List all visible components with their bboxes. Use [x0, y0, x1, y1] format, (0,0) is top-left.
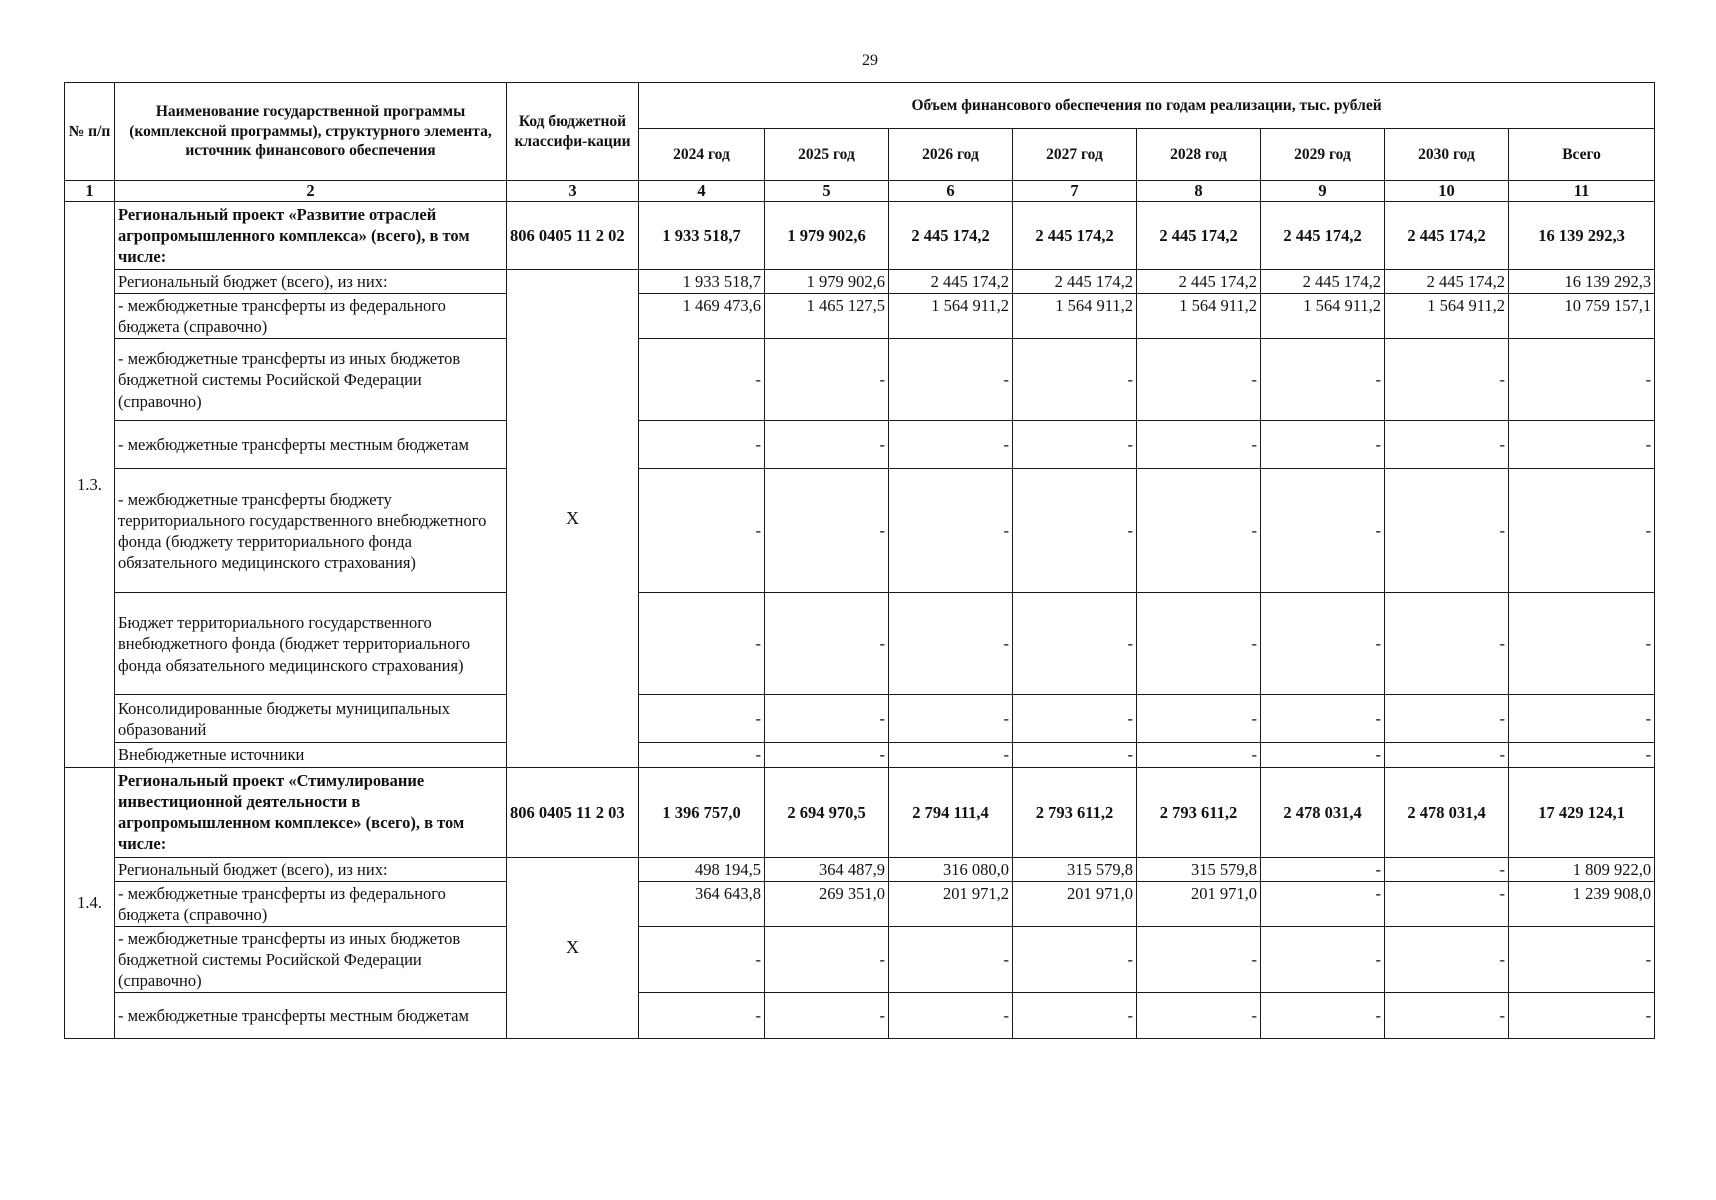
value-cell: - [639, 695, 765, 743]
value-cell: - [1137, 743, 1261, 767]
value-cell: - [639, 743, 765, 767]
value-cell: - [1137, 593, 1261, 695]
value-cell: - [1137, 993, 1261, 1039]
value-cell: - [1137, 469, 1261, 593]
value-cell: 2 445 174,2 [1013, 270, 1137, 294]
value-cell: - [1261, 857, 1385, 881]
value-cell: - [765, 421, 889, 469]
table-row [65, 270, 1655, 294]
value-cell: - [1013, 469, 1137, 593]
total-cell: - [1509, 593, 1655, 695]
row-label: Бюджет территориального государственного внебюджетного фонда (бюджет территориального фонда обязательного медицинского страхования) [115, 593, 507, 695]
row-label: - межбюджетные трансферты бюджету территориального государственного внебюджетного фонда (бюджету территориального фонда обязательного медицинского страхования) [115, 469, 507, 593]
project-number: 1.3. [65, 202, 115, 767]
value-cell: - [1385, 695, 1509, 743]
column-number: 5 [765, 181, 889, 202]
header-year: 2028 год [1137, 129, 1261, 181]
header-year: 2025 год [765, 129, 889, 181]
column-number: 3 [507, 181, 639, 202]
value-cell: - [889, 339, 1013, 421]
header-name: Наименование государственной программы (комплексной программы), структурного элемента, источник финансового обеспечения [115, 83, 507, 181]
value-cell: 2 445 174,2 [1261, 202, 1385, 270]
value-cell: 2 445 174,2 [1385, 202, 1509, 270]
value-cell: - [1385, 743, 1509, 767]
table-row [65, 695, 1655, 743]
value-cell: - [1013, 421, 1137, 469]
total-cell: 16 139 292,3 [1509, 270, 1655, 294]
total-cell: 1 809 922,0 [1509, 857, 1655, 881]
value-cell: - [765, 926, 889, 992]
table-row [65, 881, 1655, 926]
value-cell: 2 445 174,2 [1385, 270, 1509, 294]
value-cell: - [639, 993, 765, 1039]
value-cell: - [1261, 593, 1385, 695]
value-cell: 2 793 611,2 [1137, 767, 1261, 857]
value-cell: - [1261, 421, 1385, 469]
total-cell: 16 139 292,3 [1509, 202, 1655, 270]
project-number: 1.4. [65, 767, 115, 1039]
total-cell: - [1509, 743, 1655, 767]
value-cell: 2 445 174,2 [1137, 202, 1261, 270]
value-cell: 364 487,9 [765, 857, 889, 881]
value-cell: - [1013, 993, 1137, 1039]
value-cell: - [1013, 339, 1137, 421]
value-cell: - [1261, 743, 1385, 767]
total-cell: 1 239 908,0 [1509, 881, 1655, 926]
column-number: 11 [1509, 181, 1655, 202]
row-label: - межбюджетные трансферты местным бюджетам [115, 993, 507, 1039]
value-cell: 1 933 518,7 [639, 270, 765, 294]
value-cell: - [1385, 421, 1509, 469]
value-cell: - [1013, 695, 1137, 743]
value-cell: - [1385, 926, 1509, 992]
header-year: 2024 год [639, 129, 765, 181]
total-cell: 17 429 124,1 [1509, 767, 1655, 857]
row-label: Внебюджетные источники [115, 743, 507, 767]
header-code: Код бюджетной классифи-кации [507, 83, 639, 181]
value-cell: 2 478 031,4 [1261, 767, 1385, 857]
value-cell: - [889, 695, 1013, 743]
value-cell: - [1013, 593, 1137, 695]
funding-table [64, 82, 1655, 1039]
column-number: 1 [65, 181, 115, 202]
value-cell: - [639, 593, 765, 695]
value-cell: - [1137, 926, 1261, 992]
row-label: Консолидированные бюджеты муниципальных образований [115, 695, 507, 743]
value-cell: - [1261, 881, 1385, 926]
value-cell: 269 351,0 [765, 881, 889, 926]
value-cell: 2 478 031,4 [1385, 767, 1509, 857]
value-cell: - [765, 695, 889, 743]
code-not-applicable: X [507, 857, 639, 1039]
row-label: - межбюджетные трансферты из иных бюджетов бюджетной системы Росийской Федерации (справочно) [115, 926, 507, 992]
value-cell: - [765, 593, 889, 695]
value-cell: - [1137, 339, 1261, 421]
value-cell: - [889, 421, 1013, 469]
value-cell: 316 080,0 [889, 857, 1013, 881]
value-cell: - [1261, 993, 1385, 1039]
column-number: 9 [1261, 181, 1385, 202]
value-cell: - [1261, 339, 1385, 421]
table-row [65, 294, 1655, 339]
project-title: Региональный проект «Стимулирование инвестиционной деятельности в агропромышленном комплексе» (всего), в том числе: [115, 767, 507, 857]
value-cell: - [765, 993, 889, 1039]
table-row [65, 421, 1655, 469]
value-cell: 1 465 127,5 [765, 294, 889, 339]
project-title: Региональный проект «Развитие отраслей агропромышленного комплекса» (всего), в том числе: [115, 202, 507, 270]
value-cell: 315 579,8 [1013, 857, 1137, 881]
budget-code: 806 0405 11 2 03 [507, 767, 639, 857]
value-cell: - [889, 593, 1013, 695]
value-cell: - [889, 743, 1013, 767]
value-cell: - [1385, 993, 1509, 1039]
value-cell: 498 194,5 [639, 857, 765, 881]
total-cell: - [1509, 339, 1655, 421]
value-cell: - [1385, 339, 1509, 421]
value-cell: 1 979 902,6 [765, 202, 889, 270]
value-cell: - [1385, 857, 1509, 881]
header-total: Всего [1509, 129, 1655, 181]
value-cell: - [765, 339, 889, 421]
code-not-applicable: X [507, 270, 639, 767]
value-cell: 1 564 911,2 [889, 294, 1013, 339]
column-number: 6 [889, 181, 1013, 202]
value-cell: - [1261, 469, 1385, 593]
value-cell: - [889, 993, 1013, 1039]
value-cell: - [1261, 695, 1385, 743]
value-cell: 1 564 911,2 [1137, 294, 1261, 339]
value-cell: 2 445 174,2 [1013, 202, 1137, 270]
column-number: 10 [1385, 181, 1509, 202]
header-year: 2030 год [1385, 129, 1509, 181]
value-cell: 2 445 174,2 [889, 202, 1013, 270]
page-number: 29 [862, 52, 878, 69]
row-label: Региональный бюджет (всего), из них: [115, 270, 507, 294]
table-row [65, 857, 1655, 881]
total-cell: 10 759 157,1 [1509, 294, 1655, 339]
value-cell: - [765, 743, 889, 767]
header-year: 2027 год [1013, 129, 1137, 181]
value-cell: - [639, 926, 765, 992]
budget-code: 806 0405 11 2 02 [507, 202, 639, 270]
value-cell: - [639, 339, 765, 421]
total-cell: - [1509, 695, 1655, 743]
value-cell: 2 445 174,2 [1137, 270, 1261, 294]
header-year: 2029 год [1261, 129, 1385, 181]
column-number: 7 [1013, 181, 1137, 202]
value-cell: 1 564 911,2 [1385, 294, 1509, 339]
table-row [65, 469, 1655, 593]
row-label: - межбюджетные трансферты из федерального бюджета (справочно) [115, 294, 507, 339]
value-cell: - [1137, 421, 1261, 469]
value-cell: - [889, 926, 1013, 992]
row-label: - межбюджетные трансферты из федерального бюджета (справочно) [115, 881, 507, 926]
table-row [65, 767, 1655, 857]
table-row [65, 743, 1655, 767]
column-number: 8 [1137, 181, 1261, 202]
value-cell: - [1261, 926, 1385, 992]
table-row [65, 993, 1655, 1039]
total-cell: - [1509, 421, 1655, 469]
value-cell: - [1385, 593, 1509, 695]
value-cell: 315 579,8 [1137, 857, 1261, 881]
value-cell: 201 971,0 [1137, 881, 1261, 926]
value-cell: 1 396 757,0 [639, 767, 765, 857]
value-cell: - [1013, 926, 1137, 992]
value-cell: 1 564 911,2 [1013, 294, 1137, 339]
column-number: 4 [639, 181, 765, 202]
value-cell: 364 643,8 [639, 881, 765, 926]
value-cell: 1 979 902,6 [765, 270, 889, 294]
column-number: 2 [115, 181, 507, 202]
value-cell: 2 694 970,5 [765, 767, 889, 857]
header-volume: Объем финансового обеспечения по годам реализации, тыс. рублей [639, 83, 1655, 129]
value-cell: 1 469 473,6 [639, 294, 765, 339]
value-cell: 201 971,2 [889, 881, 1013, 926]
value-cell: - [1013, 743, 1137, 767]
value-cell: - [889, 469, 1013, 593]
row-label: - межбюджетные трансферты местным бюджетам [115, 421, 507, 469]
table-row [65, 202, 1655, 270]
value-cell: - [639, 421, 765, 469]
table-row [65, 593, 1655, 695]
header-year: 2026 год [889, 129, 1013, 181]
value-cell: 201 971,0 [1013, 881, 1137, 926]
value-cell: 2 445 174,2 [889, 270, 1013, 294]
row-label: Региональный бюджет (всего), из них: [115, 857, 507, 881]
total-cell: - [1509, 926, 1655, 992]
row-label: - межбюджетные трансферты из иных бюджетов бюджетной системы Росийской Федерации (справочно) [115, 339, 507, 421]
value-cell: - [639, 469, 765, 593]
value-cell: - [1137, 695, 1261, 743]
value-cell: - [1385, 469, 1509, 593]
value-cell: 2 793 611,2 [1013, 767, 1137, 857]
value-cell: - [765, 469, 889, 593]
value-cell: - [1385, 881, 1509, 926]
header-no: № п/п [65, 83, 115, 181]
table-row [65, 339, 1655, 421]
value-cell: 1 933 518,7 [639, 202, 765, 270]
value-cell: 2 794 111,4 [889, 767, 1013, 857]
value-cell: 2 445 174,2 [1261, 270, 1385, 294]
total-cell: - [1509, 469, 1655, 593]
table-row [65, 926, 1655, 992]
total-cell: - [1509, 993, 1655, 1039]
value-cell: 1 564 911,2 [1261, 294, 1385, 339]
